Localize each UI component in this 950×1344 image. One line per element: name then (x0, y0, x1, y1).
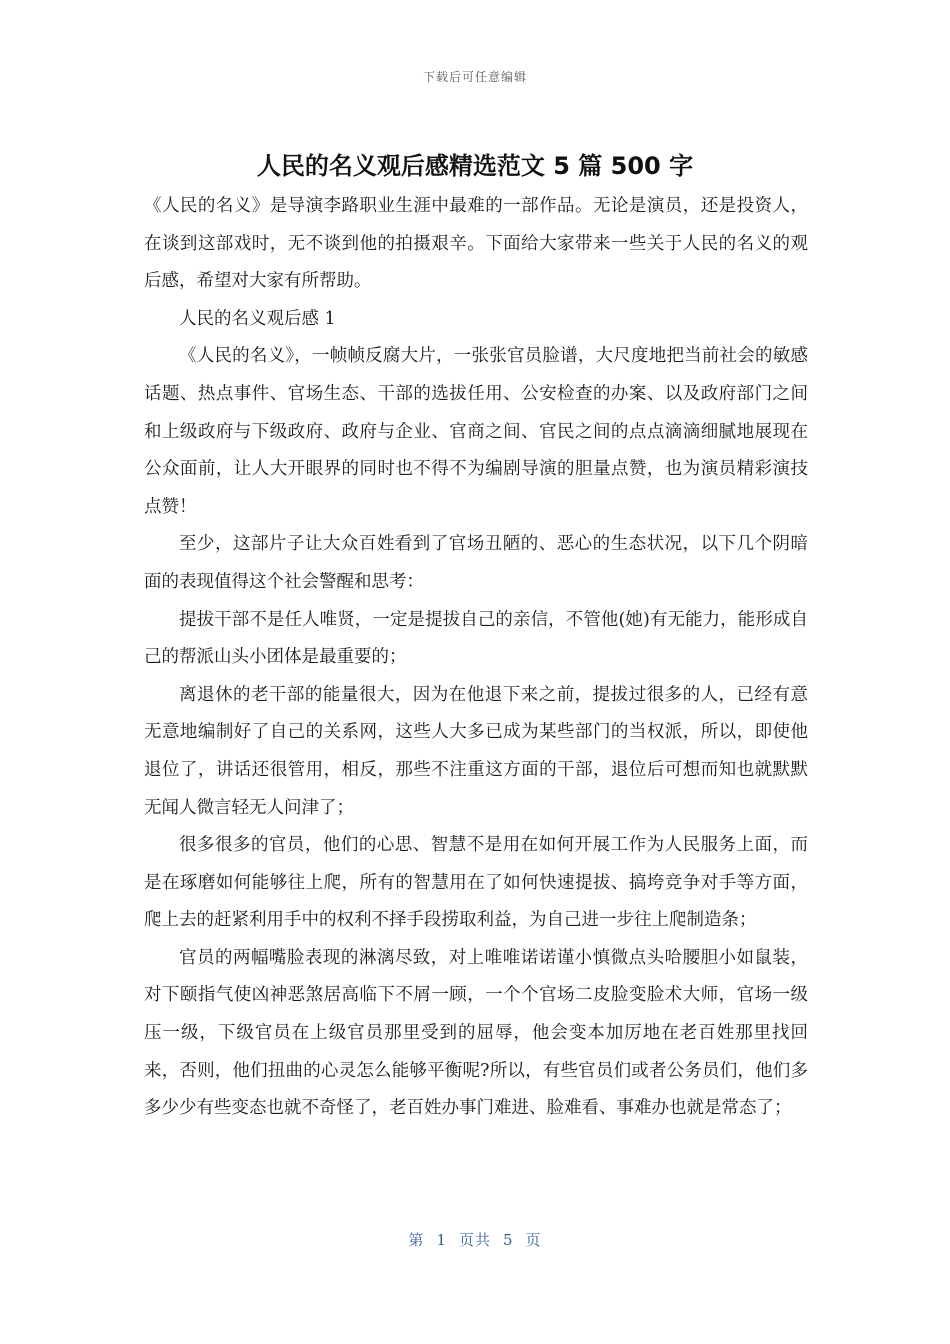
page-prefix: 第 (408, 1231, 425, 1249)
body-paragraph: 很多很多的官员，他们的心思、智慧不是用在如何开展工作为人民服务上面，而是在琢磨如何能够往上爬，所有的智慧用在了如何快速提拔、搞垮竞争对手等方面，爬上去的赶紧利用手中的权利不择手段捞取利益，为自己进一步往上爬制造条； (144, 835, 808, 931)
current-page-number: 1 (436, 1231, 447, 1249)
header-note: 下载后可任意编辑 (422, 70, 527, 84)
body-paragraph: 官员的两幅嘴脸表现的淋漓尽致，对上唯唯诺诺谨小慎微点头哈腰胆小如鼠装，对下颐指气使凶神恶煞居高临下不屑一顾，一个个官场二皮脸变脸术大师，官场一级压一级，下级官员在上级官员那里受到的屈辱，他会变本加厉地在老百姓那里找回来，否则，他们扭曲的心灵怎么能够平衡呢?所以，有些官员们或者公务员们，他们多多少少有些变态也就不奇怪了，老百姓办事门难进、脸难看、事难办也就是常态了； (144, 947, 808, 1119)
body-paragraph: 提拔干部不是任人唯贤，一定是提拔自己的亲信，不管他(她)有无能力，能形成自己的帮派山头小团体是最重要的； (144, 609, 808, 668)
section-heading: 人民的名义观后感 1 (179, 308, 336, 329)
document-body (144, 188, 808, 1128)
document-title: 人民的名义观后感精选范文 5 篇 500 字 (256, 152, 694, 180)
body-paragraph: 至少，这部片子让大众百姓看到了官场丑陋的、恶心的生态状况，以下几个阴暗面的表现值得这个社会警醒和思考： (144, 534, 808, 592)
page-suffix: 页 (525, 1231, 542, 1249)
page-middle: 页共 (458, 1231, 491, 1249)
body-paragraph: 《人民的名义》，一帧帧反腐大片，一张张官员脸谱，大尺度地把当前社会的敏感话题、热点事件、官场生态、干部的选拔任用、公安检查的办案、以及政府部门之间和上级政府与下级政府、政府与企业、官商之间、官民之间的点点滴滴细腻地展现在公众面前，让人大开眼界的同时也不得不为编剧导演的胆量点赞，也为演员精彩演技点赞！ (144, 346, 808, 517)
body-paragraph: 离退休的老干部的能量很大，因为在他退下来之前，提拔过很多的人，已经有意无意地编制好了自己的关系网，这些人大多已成为某些部门的当权派，所以，即使他退位了，讲话还很管用，相反，那些不注重这方面的干部，退位后可想而知也就默默无闻人微言轻无人问津了； (144, 684, 808, 818)
page-footer (0, 1229, 950, 1250)
total-page-count: 5 (503, 1231, 514, 1249)
intro-paragraph: 《人民的名义》是导演李路职业生涯中最难的一部作品。无论是演员，还是投资人，在谈到这部戏时，无不谈到他的拍摄艰辛。下面给大家带来一些关于人民的名义的观后感，希望对大家有所帮助。 (144, 196, 808, 292)
